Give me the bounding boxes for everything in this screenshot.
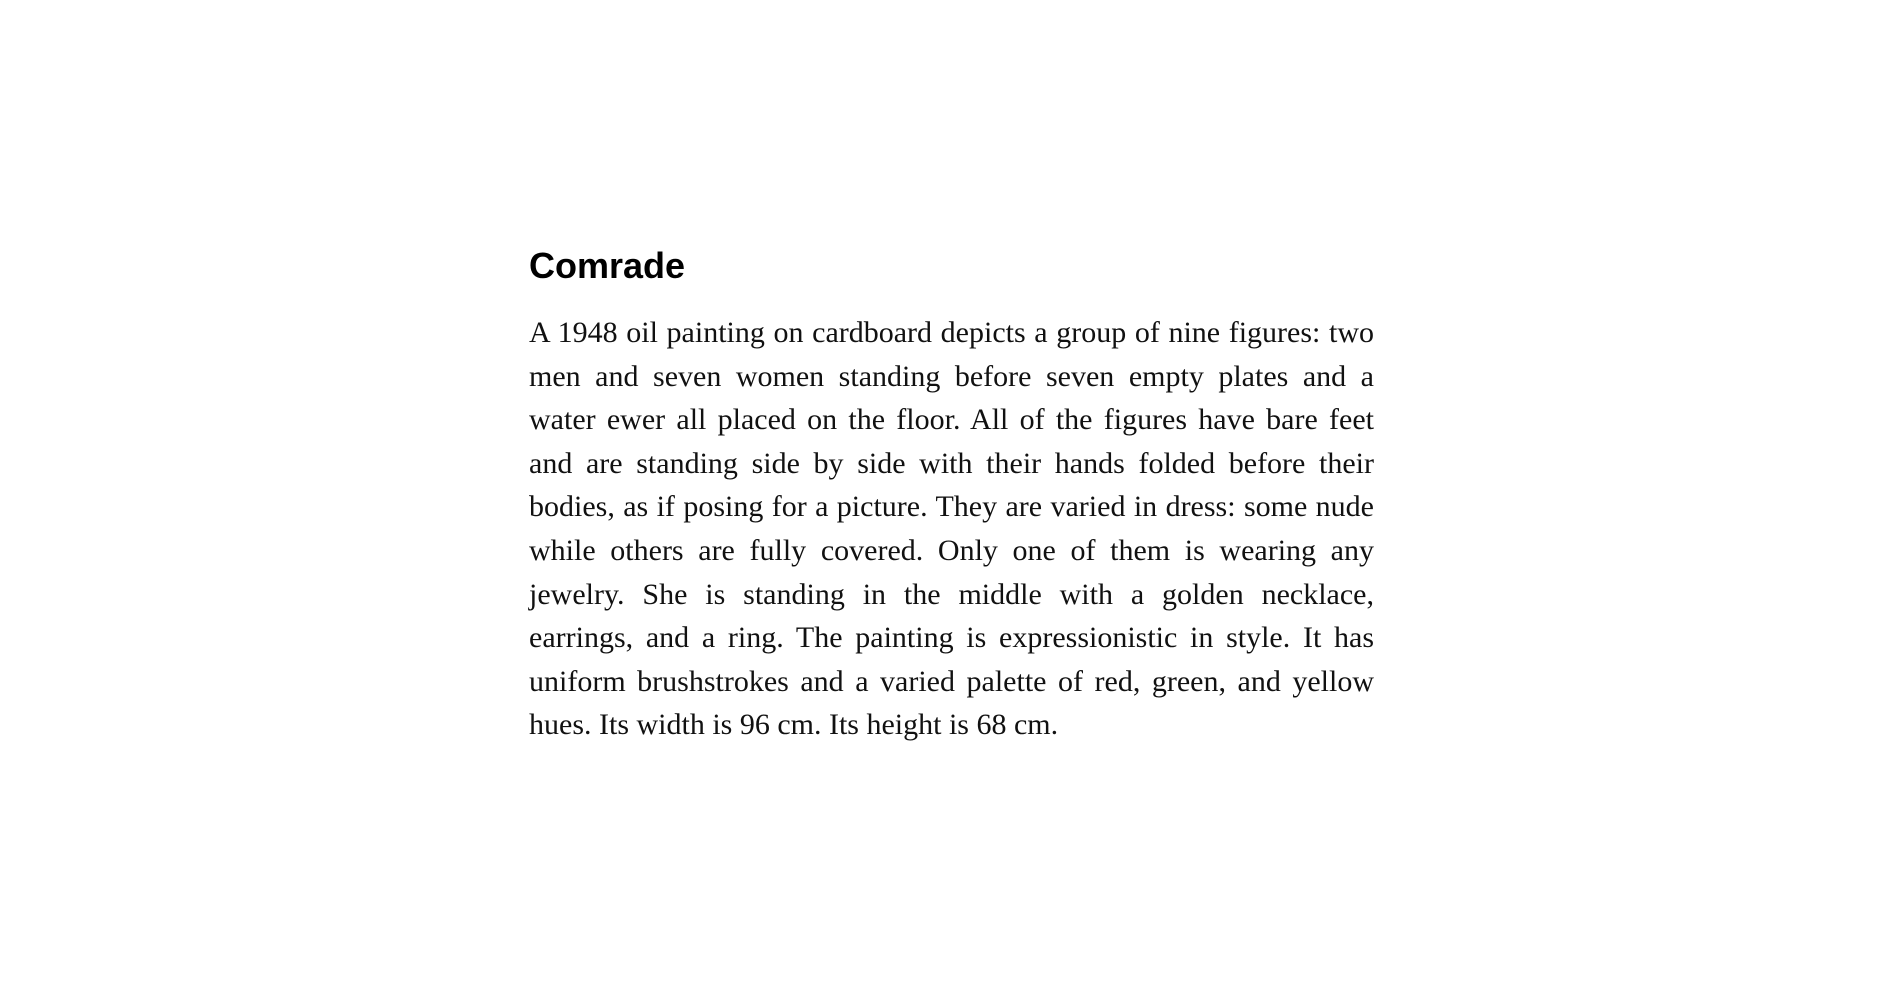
artwork-description-card bbox=[529, 244, 1374, 747]
artwork-title: Comrade bbox=[529, 245, 686, 286]
artwork-description: A 1948 oil painting on cardboard depicts a group of nine figures: two men and seven women standing before seven empty plates and a water ewer all placed on the floor. All of the figures have bare feet and are standing side by side with their hands folded before their bodies, as if posing for a picture. They are varied in dress: some nude while others are fully covered. Only one of them is wearing any jewelry. She is standing in the middle with a golden necklace, earrings, and a ring. The painting is expressionistic in style. It has uniform brushstrokes and a varied palette of red, green, and yellow hues. Its width is 96 cm. Its height is 68 cm. bbox=[529, 316, 1374, 742]
